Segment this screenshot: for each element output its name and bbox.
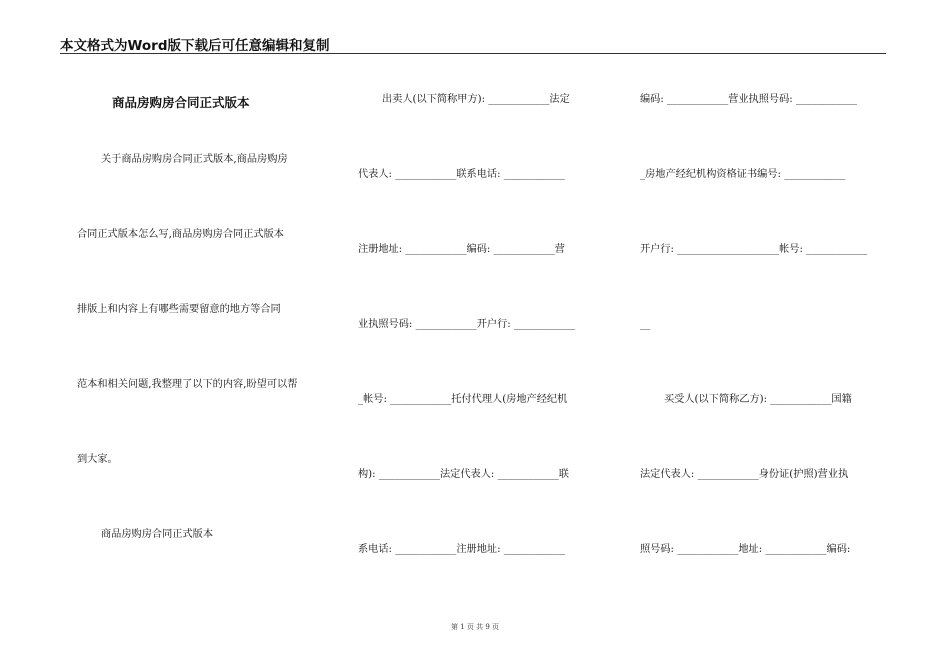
header-notice: 本文格式为Word版下载后可任意编辑和复制 — [60, 38, 330, 54]
contract-line: _帐号: ____________托付代理人(房地产经纪机 — [358, 394, 568, 405]
page-number: 第 1 页 共 9 页 — [450, 623, 500, 631]
contract-line: 代表人: ____________联系电话: ____________ — [358, 169, 565, 180]
contract-line: 法定代表人: ____________身份证(护照)营业执 — [640, 469, 849, 480]
contract-line: 构): ____________法定代表人: ____________联 — [358, 469, 569, 480]
contract-line: 出卖人(以下简称甲方): ____________法定 — [382, 94, 570, 105]
contract-line: 业执照号码: ____________开户行: ____________ — [358, 319, 576, 330]
contract-line: 照号码: ____________地址: ____________编码: — [640, 544, 851, 555]
page-header — [60, 36, 886, 54]
paragraph-line: 合同正式版本怎么写,商品房购房合同正式版本 — [77, 229, 284, 240]
contract-line: 买受人(以下简称乙方): ____________国籍 — [664, 394, 852, 405]
contract-line: 注册地址: ____________编码: ____________营 — [358, 244, 565, 255]
contract-line: __ — [640, 319, 651, 330]
contract-line: 编码: ____________营业执照号码: ____________ — [640, 94, 858, 105]
paragraph-line: 到大家。 — [77, 454, 118, 465]
paragraph-line: 关于商品房购房合同正式版本,商品房购房 — [101, 154, 288, 165]
paragraph-line: 排版上和内容上有哪些需要留意的地方等合同 — [77, 304, 281, 315]
contract-line: _房地产经纪机构资格证书编号: ____________ — [640, 169, 846, 180]
section-heading: 商品房购房合同正式版本 — [101, 529, 214, 540]
paragraph-line: 范本和相关问题,我整理了以下的内容,盼望可以帮 — [77, 379, 298, 390]
contract-line: 开户行: ____________________帐号: ____________ — [640, 244, 868, 255]
contract-line: 系电话: ____________注册地址: ____________ — [358, 544, 565, 555]
document-title: 商品房购房合同正式版本 — [112, 95, 250, 110]
